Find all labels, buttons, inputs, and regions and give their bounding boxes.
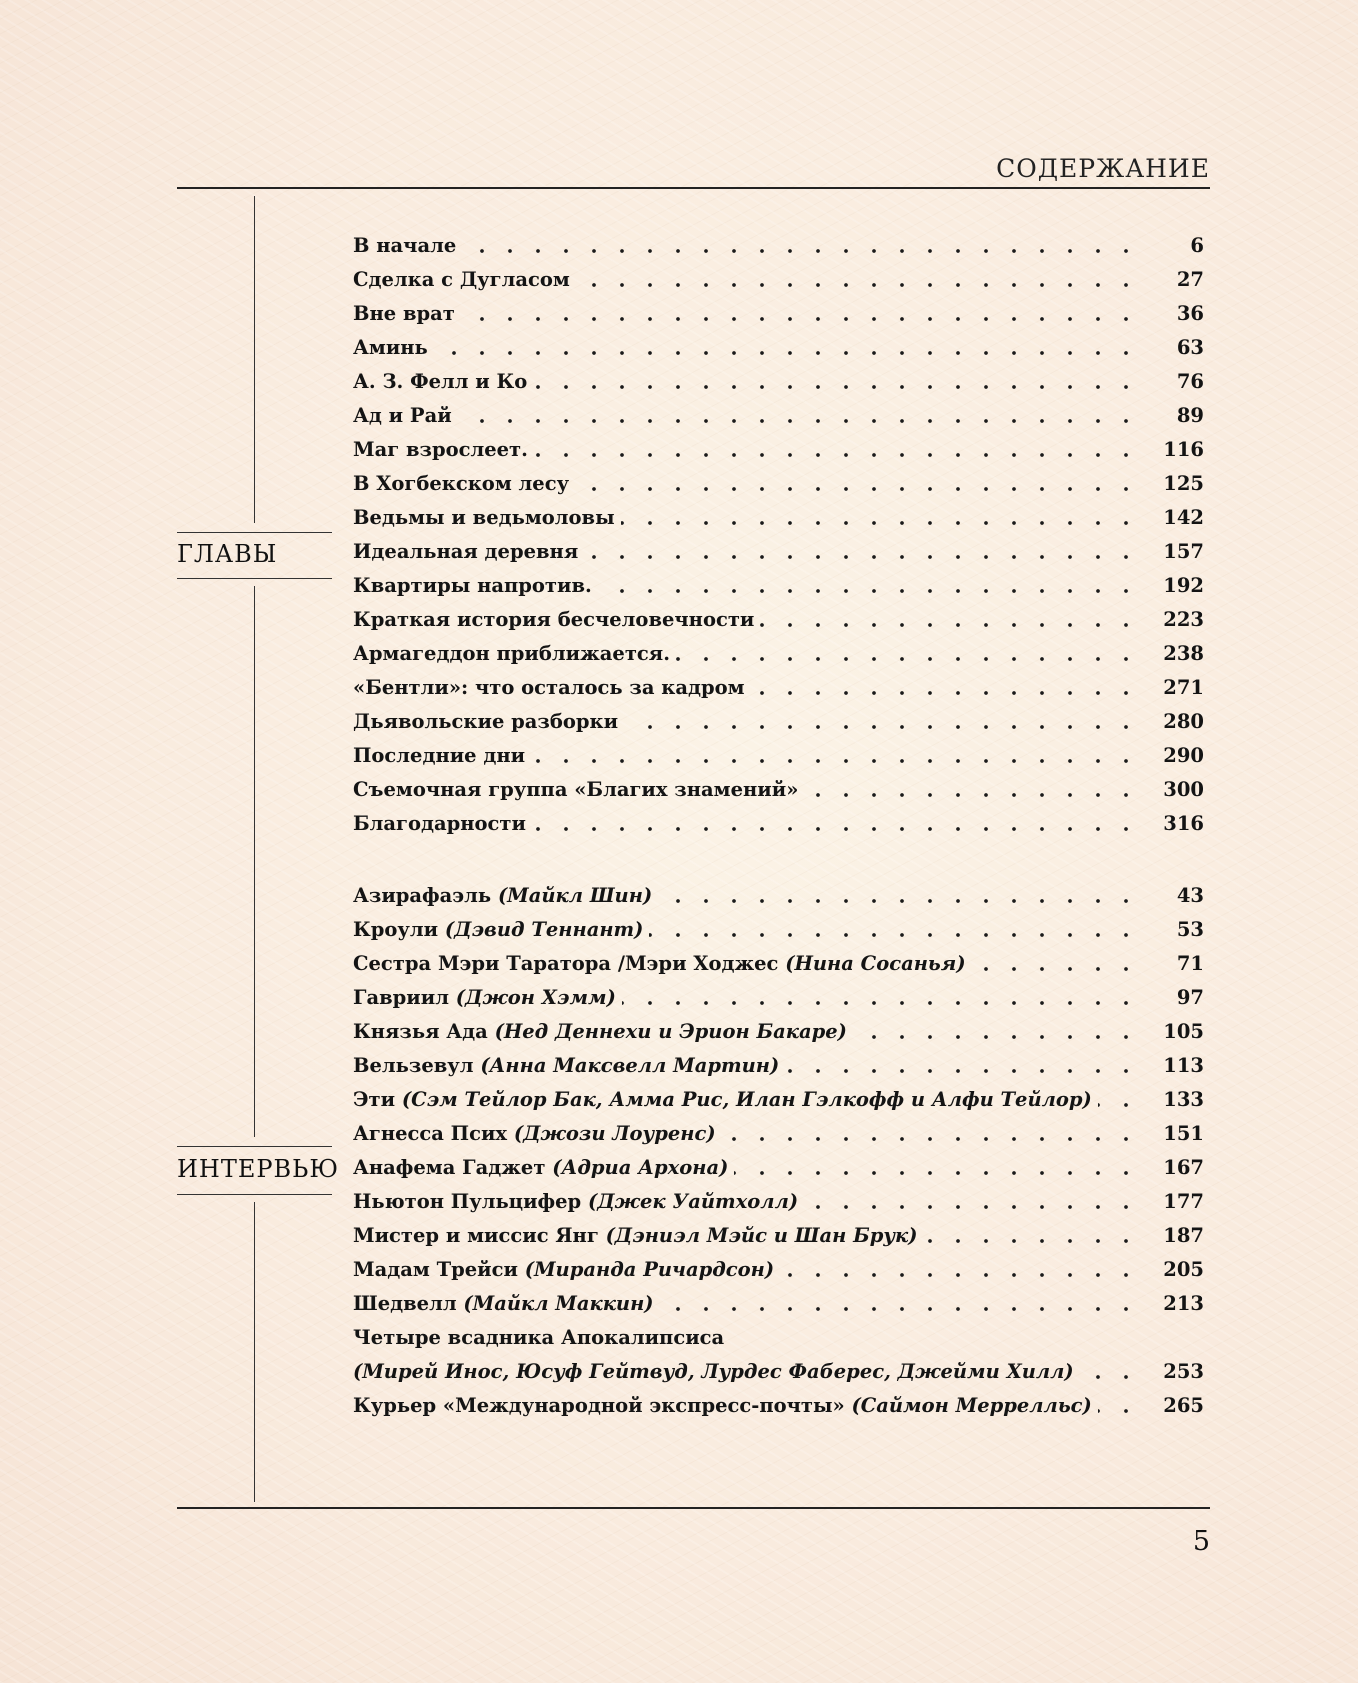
- toc-entry[interactable]: [353, 501, 1204, 535]
- toc-entry-heading[interactable]: [353, 1321, 1204, 1355]
- section-label-chapters: ГЛАВЫ: [177, 540, 278, 568]
- toc-entry-page: 167: [1163, 1156, 1204, 1179]
- toc-entry-page: 280: [1163, 710, 1204, 733]
- toc-entry[interactable]: [353, 365, 1204, 399]
- dot-leader: [575, 467, 1148, 501]
- toc-entry-page: 63: [1176, 336, 1204, 359]
- toc-entry-page: 300: [1163, 778, 1204, 801]
- toc-entry[interactable]: [353, 297, 1204, 331]
- dot-leader: [923, 1219, 1148, 1253]
- toc-entry-page: 97: [1176, 986, 1204, 1009]
- toc-entry[interactable]: [353, 603, 1204, 637]
- dot-leader: [853, 1015, 1148, 1049]
- interview-character: Ньютон Пульцифер: [353, 1190, 582, 1213]
- toc-entry-page: 6: [1190, 234, 1204, 257]
- interview-character: Князья Ада: [353, 1020, 488, 1043]
- interview-character: Эти: [353, 1088, 396, 1111]
- section-rule: [177, 578, 332, 579]
- toc-entry-page: 36: [1176, 302, 1204, 325]
- toc-entry-page: 187: [1163, 1224, 1204, 1247]
- interview-character: Гавриил: [353, 986, 449, 1009]
- toc-entry-title: Идеальная деревня: [353, 540, 579, 563]
- toc-entry[interactable]: [353, 671, 1204, 705]
- dot-leader: [649, 913, 1148, 947]
- toc-entry[interactable]: [353, 773, 1204, 807]
- toc-entry[interactable]: [353, 807, 1204, 841]
- toc-entry-title: В начале: [353, 234, 457, 257]
- toc-entry[interactable]: [353, 467, 1204, 501]
- toc-entry-title: Ведьмы и ведьмоловы: [353, 506, 615, 529]
- toc-entry-title: «Бентли»: что осталось за кадром: [353, 676, 745, 699]
- dot-leader: [598, 569, 1148, 603]
- interview-character: Мадам Трейси: [353, 1258, 518, 1281]
- toc-entry-page: 89: [1176, 404, 1204, 427]
- dot-leader: [1080, 1355, 1148, 1389]
- toc-entry[interactable]: [353, 535, 1204, 569]
- toc-entry-title: Краткая история бесчеловечности: [353, 608, 755, 631]
- dot-leader: [434, 331, 1148, 365]
- toc-entry-page: 113: [1163, 1054, 1204, 1077]
- toc-entry[interactable]: [353, 637, 1204, 671]
- toc-entry-page: 105: [1163, 1020, 1204, 1043]
- toc-entry-page: 27: [1176, 268, 1204, 291]
- toc-entry-page: 125: [1163, 472, 1204, 495]
- interview-actor: (Нина Сосанья): [785, 952, 966, 975]
- dot-leader: [722, 1117, 1148, 1151]
- toc-entry[interactable]: [353, 1015, 1204, 1049]
- dot-leader: [621, 501, 1148, 535]
- dot-leader: [458, 399, 1148, 433]
- toc-entry-title: Маг взрослеет.: [353, 438, 528, 461]
- toc-entry[interactable]: [353, 1355, 1204, 1389]
- dot-leader: [804, 773, 1148, 807]
- dot-leader: [972, 947, 1148, 981]
- toc-entry[interactable]: [353, 399, 1204, 433]
- interview-actor: (Саймон Меррелльс): [851, 1394, 1092, 1417]
- toc-entry[interactable]: [353, 263, 1204, 297]
- interview-character: Агнесса Псих: [353, 1122, 508, 1145]
- toc-entry-page: 265: [1163, 1394, 1204, 1417]
- interview-actor: (Мирей Инос, Юсуф Гейтвуд, Лурдес Фаберес, Джейми Хилл): [353, 1360, 1074, 1383]
- vertical-divider: [254, 196, 255, 523]
- section-rule: [177, 1146, 332, 1147]
- dot-leader: [576, 263, 1148, 297]
- toc-entry-page: 213: [1163, 1292, 1204, 1315]
- toc-entry-page: 192: [1163, 574, 1204, 597]
- toc-entry[interactable]: [353, 981, 1204, 1015]
- toc-entry[interactable]: [353, 331, 1204, 365]
- interview-actor: (Адриа Архона): [552, 1156, 729, 1179]
- interview-actor: (Майкл Маккин): [463, 1292, 654, 1315]
- interview-character: Кроули: [353, 918, 439, 941]
- dot-leader: [462, 229, 1148, 263]
- dot-leader: [532, 807, 1148, 841]
- toc-entry[interactable]: [353, 705, 1204, 739]
- toc-entry[interactable]: [353, 569, 1204, 603]
- toc-entry-page: 223: [1163, 608, 1204, 631]
- toc-entry-page: 290: [1163, 744, 1204, 767]
- toc-entry-title: Последние дни: [353, 744, 526, 767]
- page-header-title: СОДЕРЖАНИЕ: [996, 154, 1210, 183]
- toc-entry[interactable]: [353, 1253, 1204, 1287]
- toc-entry-title: Квартиры напротив.: [353, 574, 592, 597]
- section-rule: [177, 532, 332, 533]
- section-rule: [177, 1194, 332, 1195]
- interview-actor: (Дэвид Теннант): [444, 918, 644, 941]
- interview-character: Анафема Гаджет: [353, 1156, 546, 1179]
- toc-entry[interactable]: [353, 1185, 1204, 1219]
- toc-entry-title: Дьявольские разборки: [353, 710, 619, 733]
- top-rule: [177, 187, 1210, 189]
- toc-entry[interactable]: [353, 229, 1204, 263]
- interview-character: Мистер и миссис Янг: [353, 1224, 599, 1247]
- interview-actor: (Сэм Тейлор Бак, Амма Рис, Илан Гэлкофф и Алфи Тейлор): [401, 1088, 1092, 1111]
- interview-actor: (Джози Лоуренс): [513, 1122, 716, 1145]
- interview-character: Вельзевул: [353, 1054, 474, 1077]
- dot-leader: [461, 297, 1148, 331]
- toc-entry-page: 43: [1176, 884, 1204, 907]
- dot-leader: [785, 1049, 1148, 1083]
- interview-actor: (Майкл Шин): [497, 884, 653, 907]
- toc-entry[interactable]: [353, 879, 1204, 913]
- interview-actor: (Миранда Ричардсон): [524, 1258, 775, 1281]
- interview-actor: (Джон Хэмм): [455, 986, 616, 1009]
- toc-entry-page: 116: [1163, 438, 1204, 461]
- toc-entry-page: 205: [1163, 1258, 1204, 1281]
- interview-character: Сестра Мэри Таратора /Мэри Ходжес: [353, 952, 779, 975]
- toc-entry-page: 238: [1163, 642, 1204, 665]
- interview-character: Шедвелл: [353, 1292, 457, 1315]
- toc-entry-page: 271: [1163, 676, 1204, 699]
- toc-entry-page: 157: [1163, 540, 1204, 563]
- toc-entry-title: Аминь: [353, 336, 428, 359]
- toc-entry-title: Съемочная группа «Благих знамений»: [353, 778, 799, 801]
- dot-leader: [534, 433, 1148, 467]
- interview-actor: (Дэниэл Мэйс и Шан Брук): [605, 1224, 918, 1247]
- toc-entry-page: 53: [1176, 918, 1204, 941]
- interview-actor: (Анна Максвелл Мартин): [480, 1054, 780, 1077]
- toc-entry-title: Армагеддон приближается.: [353, 642, 670, 665]
- toc-entry[interactable]: [353, 1389, 1204, 1423]
- toc-entry[interactable]: [353, 1151, 1204, 1185]
- toc-entry-title: Вне врат: [353, 302, 455, 325]
- dot-leader: [624, 705, 1148, 739]
- page-number: 5: [1192, 1526, 1210, 1557]
- dot-leader: [780, 1253, 1148, 1287]
- dot-leader: [804, 1185, 1148, 1219]
- toc-entry-page: 76: [1176, 370, 1204, 393]
- toc-entry-title: В Хогбекском лесу: [353, 472, 570, 495]
- toc-entry[interactable]: [353, 1117, 1204, 1151]
- dot-leader: [584, 535, 1148, 569]
- dot-leader: [1098, 1389, 1148, 1423]
- toc-entry[interactable]: [353, 913, 1204, 947]
- interview-character: Азирафаэль: [353, 884, 492, 907]
- toc-entry[interactable]: [353, 739, 1204, 773]
- toc-entry-page: 177: [1163, 1190, 1204, 1213]
- toc-entry-title: А. З. Фелл и Ко: [353, 370, 528, 393]
- interview-character: Четыре всадника Апокалипсиса: [353, 1326, 725, 1349]
- interview-actor: (Джек Уайтхолл): [587, 1190, 799, 1213]
- dot-leader: [658, 879, 1148, 913]
- section-label-interviews: ИНТЕРВЬЮ: [177, 1155, 339, 1183]
- dot-leader: [676, 637, 1148, 671]
- dot-leader: [533, 365, 1148, 399]
- toc-entry-page: 253: [1163, 1360, 1204, 1383]
- toc-entry-title: Сделка с Дугласом: [353, 268, 570, 291]
- dot-leader: [622, 981, 1148, 1015]
- toc-entry[interactable]: [353, 1049, 1204, 1083]
- toc-entry-title: Ад и Рай: [353, 404, 452, 427]
- dot-leader: [751, 671, 1148, 705]
- toc-entry[interactable]: [353, 947, 1204, 981]
- toc-entry[interactable]: [353, 1287, 1204, 1321]
- toc-entry-title: Благодарности: [353, 812, 526, 835]
- toc-entry-page: 142: [1163, 506, 1204, 529]
- dot-leader: [1098, 1083, 1148, 1117]
- toc-entry-page: 151: [1163, 1122, 1204, 1145]
- toc-entry-page: 316: [1163, 812, 1204, 835]
- dot-leader: [531, 739, 1148, 773]
- vertical-divider: [254, 586, 255, 1137]
- interview-character: Курьер «Международной экспресс-почты»: [353, 1394, 845, 1417]
- toc-entry-page: 71: [1176, 952, 1204, 975]
- dot-leader: [660, 1287, 1148, 1321]
- interview-actor: (Нед Деннехи и Эрион Бакаре): [494, 1020, 847, 1043]
- toc-entry[interactable]: [353, 1219, 1204, 1253]
- dot-leader: [734, 1151, 1148, 1185]
- bottom-rule: [177, 1507, 1210, 1509]
- vertical-divider: [254, 1202, 255, 1502]
- dot-leader: [760, 603, 1148, 637]
- toc-entry[interactable]: [353, 1083, 1204, 1117]
- toc-entry-page: 133: [1163, 1088, 1204, 1111]
- toc-entry[interactable]: [353, 433, 1204, 467]
